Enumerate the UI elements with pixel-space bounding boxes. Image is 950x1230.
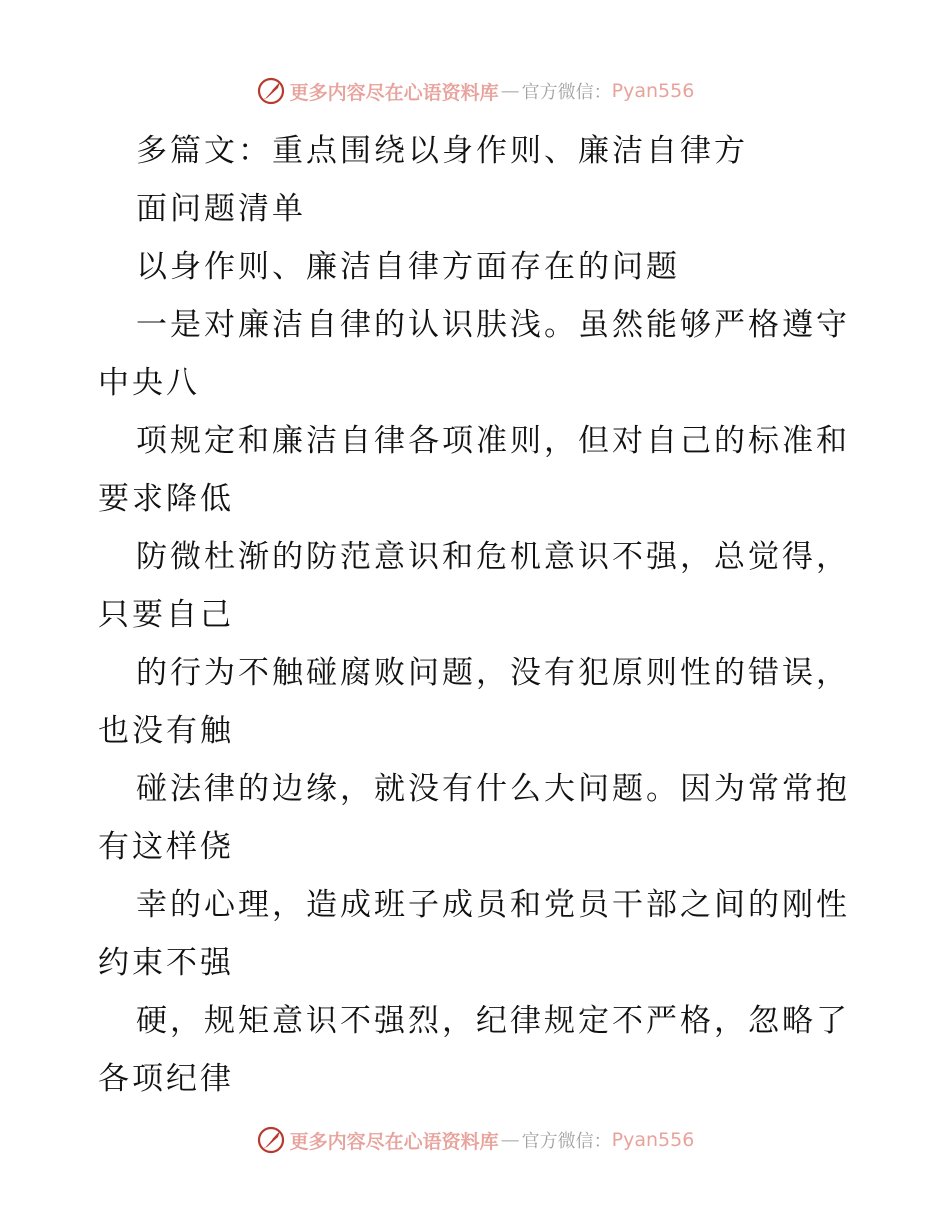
- paragraph-line: 各项纪律: [98, 1061, 234, 1097]
- header-wechat-label: 官方微信：: [521, 82, 612, 103]
- header-wechat-id: Pyan556: [611, 80, 695, 102]
- header-separator: —: [500, 80, 520, 102]
- paragraph-line: 也没有触: [98, 713, 234, 749]
- header-watermark: [0, 71, 950, 111]
- title-line-1: 多篇文：重点围绕以身作则、廉洁自律方: [136, 133, 748, 169]
- footer-wechat-id: Pyan556: [611, 1129, 695, 1151]
- paragraph-line: 防微杜渐的防范意识和危机意识不强，总觉得，: [136, 539, 850, 575]
- paragraph-line: 硬，规矩意识不强烈，纪律规定不严格，忽略了: [136, 1003, 850, 1039]
- quill-logo-icon: [256, 1125, 286, 1155]
- paragraph-line: 要求降低: [98, 481, 234, 517]
- paragraph-line: 有这样侥: [98, 829, 234, 865]
- footer-watermark: [0, 1120, 950, 1160]
- paragraph-line: 的行为不触碰腐败问题，没有犯原则性的错误，: [136, 655, 850, 691]
- paragraph-line: 约束不强: [98, 945, 234, 981]
- paragraph-line: 项规定和廉洁自律各项准则，但对自己的标准和: [136, 423, 850, 459]
- title-line-2: 面问题清单: [136, 191, 306, 227]
- header-brand-text: 更多内容尽在心语资料库: [289, 81, 499, 104]
- paragraph-line: 幸的心理，造成班子成员和党员干部之间的刚性: [136, 887, 850, 923]
- footer-brand-text: 更多内容尽在心语资料库: [289, 1130, 499, 1153]
- section-heading: 以身作则、廉洁自律方面存在的问题: [136, 249, 680, 285]
- footer-separator: —: [500, 1129, 520, 1151]
- document-body: [98, 122, 868, 1108]
- paragraph-line: 中央八: [98, 365, 200, 401]
- paragraph-line: 只要自己: [98, 597, 234, 633]
- paragraph-line: 碰法律的边缘，就没有什么大问题。因为常常抱: [136, 771, 850, 807]
- quill-logo-icon: [256, 76, 286, 106]
- footer-wechat-label: 官方微信：: [521, 1131, 612, 1152]
- paragraph-line: 一是对廉洁自律的认识肤浅。虽然能够严格遵守: [136, 307, 850, 343]
